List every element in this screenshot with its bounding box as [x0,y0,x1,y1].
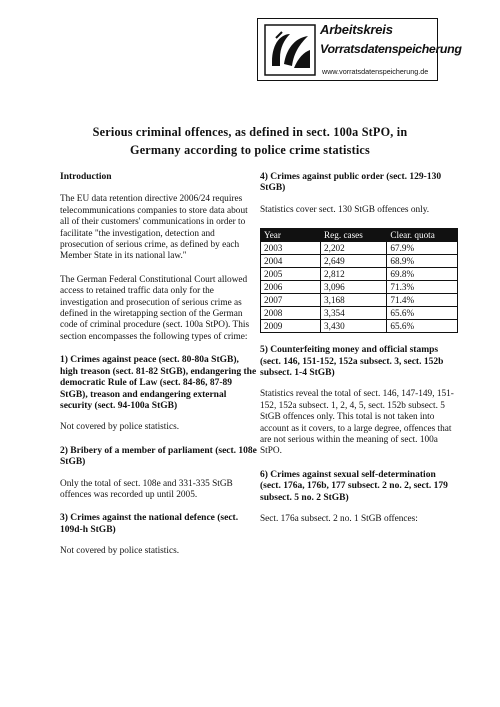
table-cell: 71.4% [387,294,458,307]
section-heading-4: 4) Crimes against public order (sect. 129-130 StGB) [260,172,442,194]
section-text-3: Not covered by police statistics. [60,546,180,557]
table-row [261,255,458,268]
logo-url: www.vorratsdatenspeicherung.de [322,67,429,76]
table-cell: 71.3% [387,281,458,294]
organization-logo [257,18,462,81]
table-row [261,320,458,333]
logo-line-2: Vorratsdatenspeicherung [320,42,462,56]
table-cell: 2005 [261,268,321,281]
table-cell: 67.9% [387,242,458,255]
section-text-1: Not covered by police statistics. [60,422,180,433]
table-header-year: Year [261,229,321,242]
section-text-2: Only the total of sect. 108e and 331-335 StGB offences was recorded up until 2005. [60,478,233,500]
table-cell: 3,430 [321,320,387,333]
table-cell: 68.9% [387,255,458,268]
section-heading-6: 6) Crimes against sexual self-determination (sect. 176a, 176b, 177 subsect. 2 no. 2, sect. 179 subsect. 5 no. 2 StGB) [260,469,448,503]
ak-vorrat-logo-icon [264,24,316,76]
left-column [60,172,258,570]
table-cell: 3,354 [321,307,387,320]
document-title [40,123,460,159]
section-heading-introduction: Introduction [60,172,112,182]
table-row [261,294,458,307]
table-cell: 2009 [261,320,321,333]
table-cell: 69.8% [387,268,458,281]
section-heading-2: 2) Bribery of a member of parliament (sect. 108e StGB) [60,445,257,468]
statistics-table [260,228,458,333]
table-header-cases: Reg. cases [321,229,387,242]
table-cell: 2003 [261,242,321,255]
table-cell: 65.6% [387,307,458,320]
section-text-5: Statistics reveal the total of sect. 146, 147-149, 151-152, 152a subsect. 1, 2, 4, 5, sect. 152b subsect. 5 StGB offences only. This total is not taken into account as it covers, to a large degree, offences that are not serious within the meaning of sect. 100a StPO. [260,389,454,457]
section-heading-5: 5) Counterfeiting money and official stamps (sect. 146, 151-152, 152a subsect. 3, sect. 152b subsect. 1-4 StGB) [260,345,444,379]
table-cell: 2006 [261,281,321,294]
document-title-line-1: Serious criminal offences, as defined in sect. 100a StPO, in [92,125,408,139]
table-header-row [261,229,458,242]
document-title-line-2: Germany according to police crime statistics [130,143,370,157]
table-cell: 2004 [261,255,321,268]
table-cell: 65.6% [387,320,458,333]
table-row [261,307,458,320]
logo-line-1: Arbeitskreis [320,22,393,37]
table-cell: 2,202 [321,242,387,255]
section-text-6: Sect. 176a subsect. 2 no. 1 StGB offences: [260,514,418,525]
section-text-4: Statistics cover sect. 130 StGB offences only. [260,204,430,215]
table-row [261,268,458,281]
table-cell: 2,649 [321,255,387,268]
section-heading-1: 1) Crimes against peace (sect. 80-80a StGB), high treason (sect. 81-82 StGB), endangering the democratic Rule of Law (sect. 84-86, 87-89 StGB), treason and endangering external security (sect. 94-100a StGB) [60,355,257,411]
table-header-quota: Clear. quota [387,229,458,242]
table-row [261,242,458,255]
table-cell: 2008 [261,307,321,320]
table-row [261,281,458,294]
table-cell: 3,168 [321,294,387,307]
intro-paragraph-1: The EU data retention directive 2006/24 requires telecommunications companies to store data about all of their customers' communications in order to facilitate "the investigation, detection and prosecution of serious crime, as defined by each Member State in its national law." [60,194,248,262]
table-cell: 3,096 [321,281,387,294]
right-column [260,172,458,538]
table-cell: 2007 [261,294,321,307]
table-cell: 2,812 [321,268,387,281]
intro-paragraph-2: The German Federal Constitutional Court allowed access to retained traffic data only for the investigation and prosecution of serious crime as defined in the wiretapping section of the German code of criminal procedure (sect. 100a StPO). This section encompasses the following types of crime: [60,274,250,342]
section-heading-3: 3) Crimes against the national defence (sect. 109d-h StGB) [60,513,239,535]
